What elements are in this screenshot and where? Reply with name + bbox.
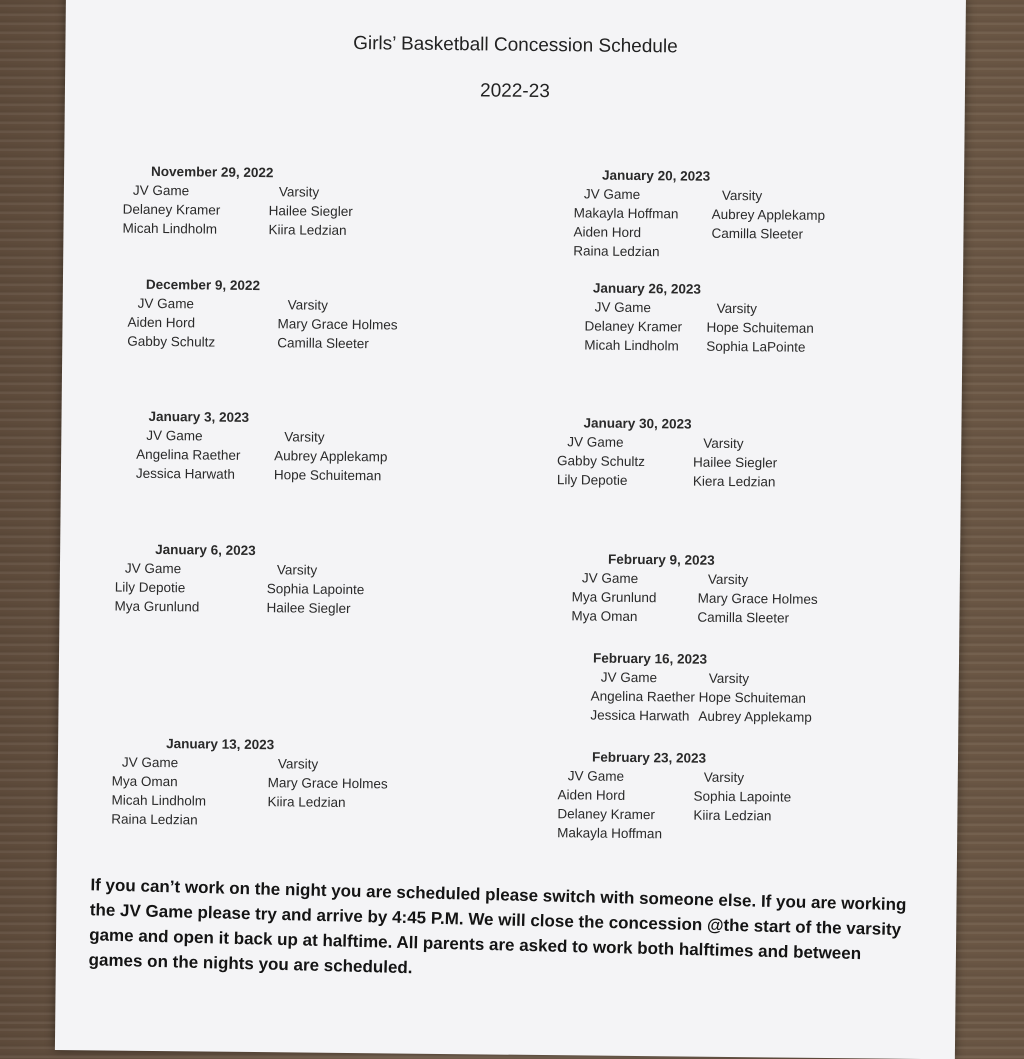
jv-volunteer-name: Lily Depotie	[556, 472, 628, 488]
jv-volunteer-name: Jessica Harwath	[590, 707, 690, 724]
jv-volunteer-name: Lily Depotie	[114, 579, 186, 596]
jv-volunteer-name: Micah Lindholm	[111, 792, 207, 809]
jv-volunteer-name: Delaney Kramer	[584, 318, 683, 335]
jv-column-header: JV Game	[137, 295, 195, 312]
varsity-volunteer-name: Hope Schuiteman	[706, 319, 814, 336]
jv-volunteer-name: Gabby Schultz	[127, 333, 216, 350]
varsity-volunteer-name: Hailee Siegler	[693, 454, 778, 471]
game-date: January 30, 2023	[583, 415, 692, 432]
jv-column-header: JV Game	[600, 669, 658, 686]
game-date: November 29, 2022	[151, 163, 274, 181]
jv-volunteer-name: Makayla Hoffman	[557, 825, 663, 842]
jv-volunteer-name: Aiden Hord	[557, 787, 626, 803]
varsity-column-header: Varsity	[703, 435, 744, 452]
varsity-volunteer-name: Kiira Ledzian	[267, 794, 346, 810]
jv-volunteer-name: Aiden Hord	[127, 314, 196, 331]
jv-volunteer-name: Raina Ledzian	[573, 243, 660, 260]
varsity-column-header: Varsity	[276, 562, 318, 578]
jv-column-header: JV Game	[124, 560, 182, 577]
varsity-column-header: Varsity	[287, 297, 329, 313]
season-label: 2022-23	[479, 80, 550, 103]
varsity-column-header: Varsity	[716, 300, 758, 317]
varsity-volunteer-name: Sophia Lapointe	[693, 788, 792, 805]
jv-column-header: JV Game	[581, 570, 639, 587]
varsity-volunteer-name: Sophia Lapointe	[266, 581, 365, 598]
jv-volunteer-name: Micah Lindholm	[584, 337, 679, 354]
jv-volunteer-name: Angelina Raether	[590, 688, 696, 705]
varsity-volunteer-name: Camilla Sleeter	[277, 335, 369, 352]
jv-column-header: JV Game	[567, 434, 624, 450]
jv-volunteer-name: Jessica Harwath	[135, 465, 236, 482]
jv-column-header: JV Game	[567, 768, 625, 784]
varsity-column-header: Varsity	[721, 187, 763, 204]
schedule-sheet	[55, 0, 966, 1059]
varsity-volunteer-name: Camilla Sleeter	[711, 225, 804, 242]
game-date: January 26, 2023	[592, 280, 702, 297]
varsity-column-header: Varsity	[707, 571, 749, 588]
game-date: January 20, 2023	[602, 167, 711, 184]
jv-volunteer-name: Aiden Hord	[573, 224, 642, 241]
jv-column-header: JV Game	[121, 754, 179, 771]
jv-volunteer-name: Delaney Kramer	[122, 201, 221, 218]
varsity-volunteer-name: Hope Schuiteman	[698, 689, 807, 706]
jv-volunteer-name: Gabby Schultz	[557, 453, 645, 470]
varsity-column-header: Varsity	[708, 670, 750, 687]
game-date: February 16, 2023	[592, 650, 708, 667]
varsity-volunteer-name: Hailee Siegler	[268, 203, 353, 220]
varsity-column-header: Varsity	[278, 184, 320, 200]
jv-volunteer-name: Delaney Kramer	[557, 806, 656, 823]
jv-volunteer-name: Angelina Raether	[136, 446, 241, 463]
varsity-column-header: Varsity	[703, 769, 745, 786]
game-date: January 3, 2023	[148, 408, 250, 425]
jv-volunteer-name: Mya Oman	[111, 773, 178, 790]
jv-volunteer-name: Raina Ledzian	[111, 811, 198, 828]
jv-volunteer-name: Micah Lindholm	[122, 220, 218, 237]
varsity-column-header: Varsity	[277, 756, 319, 772]
jv-volunteer-name: Mya Grunlund	[571, 589, 657, 606]
varsity-volunteer-name: Mary Grace Holmes	[267, 775, 388, 792]
game-date: January 6, 2023	[155, 541, 256, 559]
varsity-volunteer-name: Hailee Siegler	[266, 600, 351, 617]
jv-column-header: JV Game	[594, 299, 652, 316]
varsity-volunteer-name: Sophia LaPointe	[706, 338, 806, 355]
varsity-volunteer-name: Camilla Sleeter	[697, 609, 790, 626]
game-date: December 9, 2022	[145, 276, 261, 294]
game-date: February 23, 2023	[591, 749, 707, 766]
varsity-volunteer-name: Kiera Ledzian	[692, 473, 776, 490]
document-title: Girls’ Basketball Concession Schedule	[353, 33, 678, 58]
jv-column-header: JV Game	[146, 427, 203, 444]
varsity-volunteer-name: Kiira Ledzian	[693, 807, 772, 824]
varsity-volunteer-name: Hope Schuiteman	[273, 467, 382, 484]
varsity-volunteer-name: Mary Grace Holmes	[697, 590, 818, 607]
varsity-volunteer-name: Kiira Ledzian	[268, 222, 347, 238]
varsity-volunteer-name: Aubrey Applekamp	[274, 448, 388, 465]
varsity-volunteer-name: Aubrey Applekamp	[711, 206, 826, 223]
jv-column-header: JV Game	[583, 186, 641, 203]
jv-column-header: JV Game	[132, 182, 190, 199]
game-date: January 13, 2023	[166, 736, 275, 753]
varsity-volunteer-name: Mary Grace Holmes	[277, 316, 398, 333]
varsity-volunteer-name: Aubrey Applekamp	[698, 708, 812, 725]
jv-volunteer-name: Mya Oman	[571, 608, 638, 625]
game-date: February 9, 2023	[607, 551, 715, 568]
notice-text: If you can’t work on the night you are scheduled please switch with someone else. If you are working the JV Game please try and arrive by 4:45 P.M. We will close the concession @the start of the varsity game and open it back up at halftime. All parents are asked to work both halftimes and between games on the nights you are scheduled.	[88, 875, 907, 978]
varsity-column-header: Varsity	[284, 429, 325, 445]
jv-volunteer-name: Makayla Hoffman	[573, 205, 679, 222]
jv-volunteer-name: Mya Grunlund	[114, 598, 200, 615]
